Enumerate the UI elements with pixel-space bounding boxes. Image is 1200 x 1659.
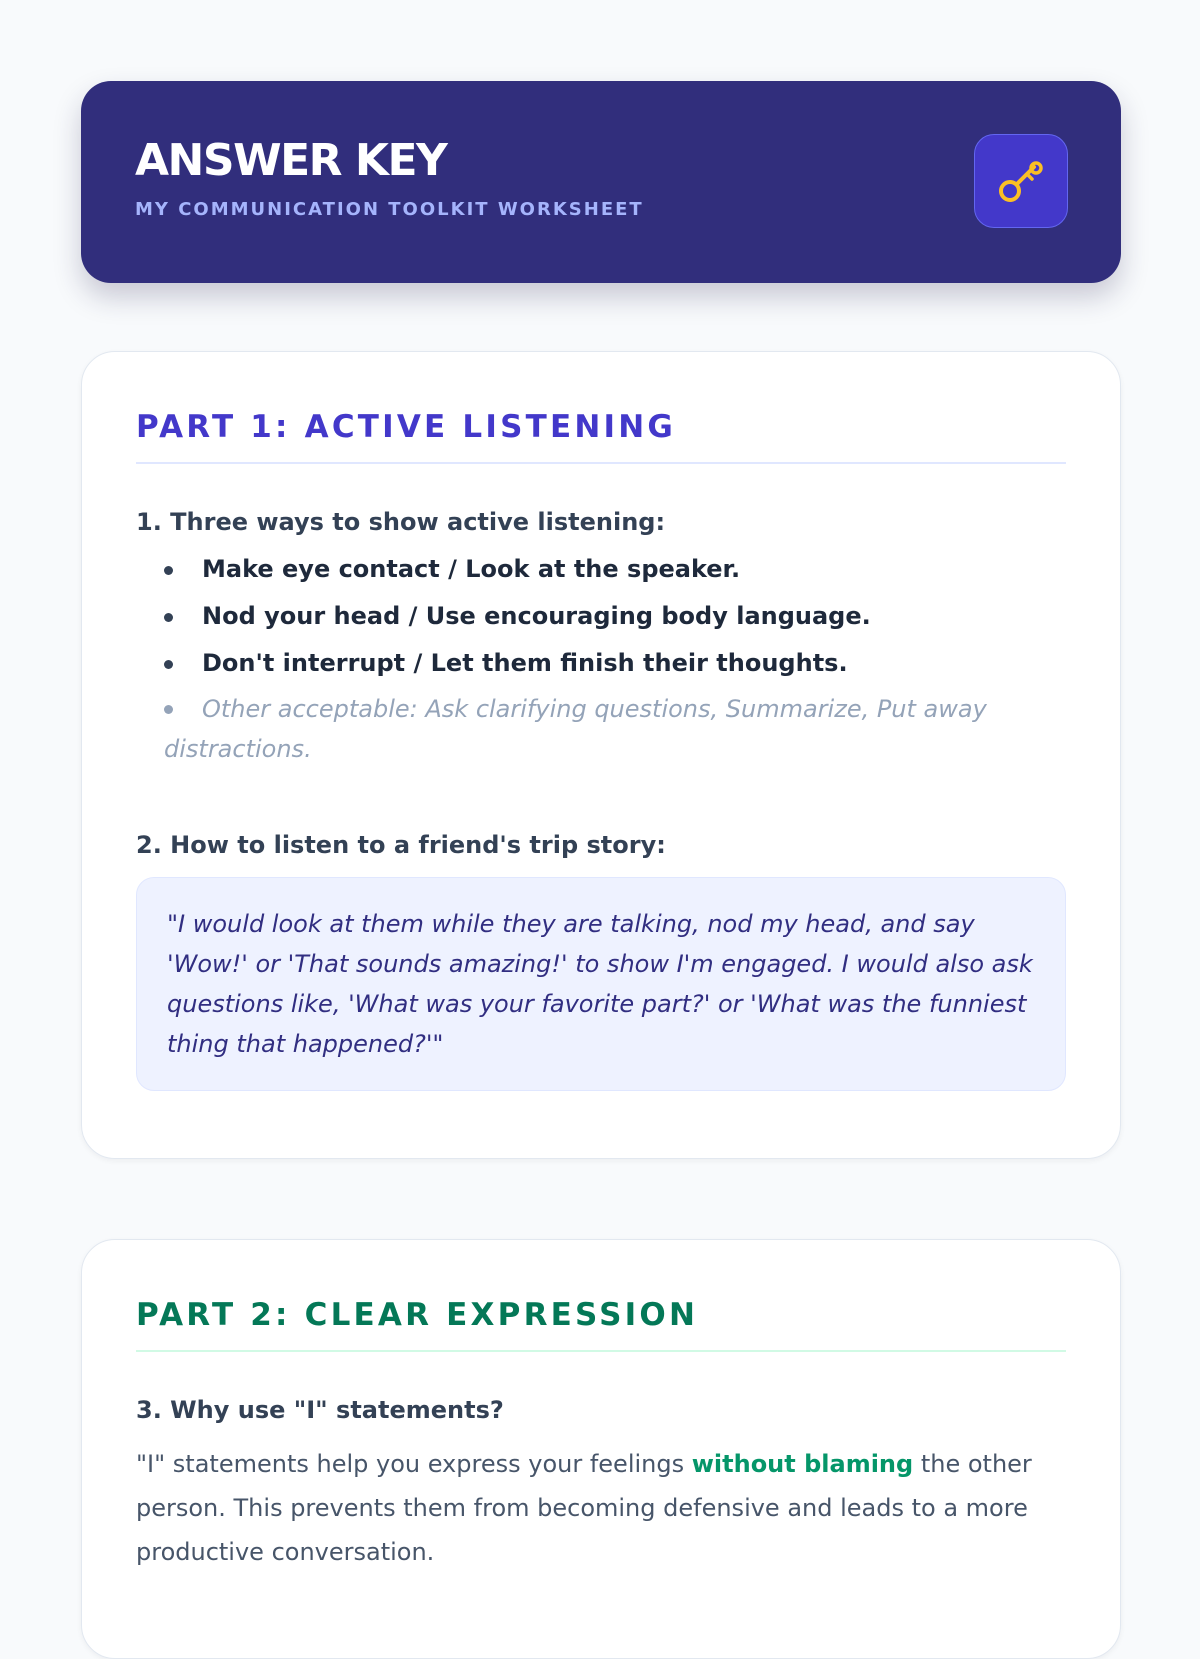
bullet-icon (164, 613, 173, 622)
answer-key-header (81, 81, 1121, 283)
answer-highlight: without blaming (691, 1450, 914, 1479)
answer-text-start: "I" statements help you express your feelings (136, 1450, 692, 1479)
bullet-icon (164, 705, 173, 714)
key-badge (974, 134, 1068, 228)
part2-title: PART 2: CLEAR EXPRESSION (136, 1240, 1066, 1352)
part2-card (81, 1239, 1121, 1659)
question-3-answer (136, 1442, 1066, 1574)
bullet-icon (164, 660, 173, 669)
answer-text: Make eye contact / Look at the speaker. (202, 555, 741, 584)
part1-card (81, 351, 1121, 1159)
answer-text-end: the other person. This prevents them from becoming defensive and leads to a more productive conversation. (136, 1450, 1032, 1567)
sample-answer-quote: "I would look at them while they are talking, nod my head, and say 'Wow!' or 'That sounds amazing!' to show I'm engaged. I would also ask questions like, 'What was your favorite part?' or 'What was the funniest thing that happened?'" (136, 877, 1066, 1091)
list-item (136, 546, 1066, 593)
list-item (136, 640, 1066, 687)
question-1: 1. Three ways to show active listening: (136, 508, 666, 537)
part1-title: PART 1: ACTIVE LISTENING (136, 352, 1066, 464)
question-3: 3. Why use "I" statements? (136, 1396, 504, 1425)
answer-text: Nod your head / Use encouraging body language. (202, 602, 871, 631)
bullet-icon (164, 566, 173, 575)
page-subtitle: MY COMMUNICATION TOOLKIT WORKSHEET (135, 199, 644, 220)
page-title: ANSWER KEY (135, 135, 447, 186)
key-icon (996, 156, 1046, 206)
question-2: 2. How to listen to a friend's trip story: (136, 831, 666, 860)
list-item (136, 593, 1066, 640)
other-acceptable-item (136, 689, 1066, 769)
answer-text: Don't interrupt / Let them finish their thoughts. (202, 649, 848, 678)
other-acceptable-text: Other acceptable: Ask clarifying questions, Summarize, Put away distractions. (164, 695, 987, 764)
question-1-answers (136, 546, 1066, 769)
